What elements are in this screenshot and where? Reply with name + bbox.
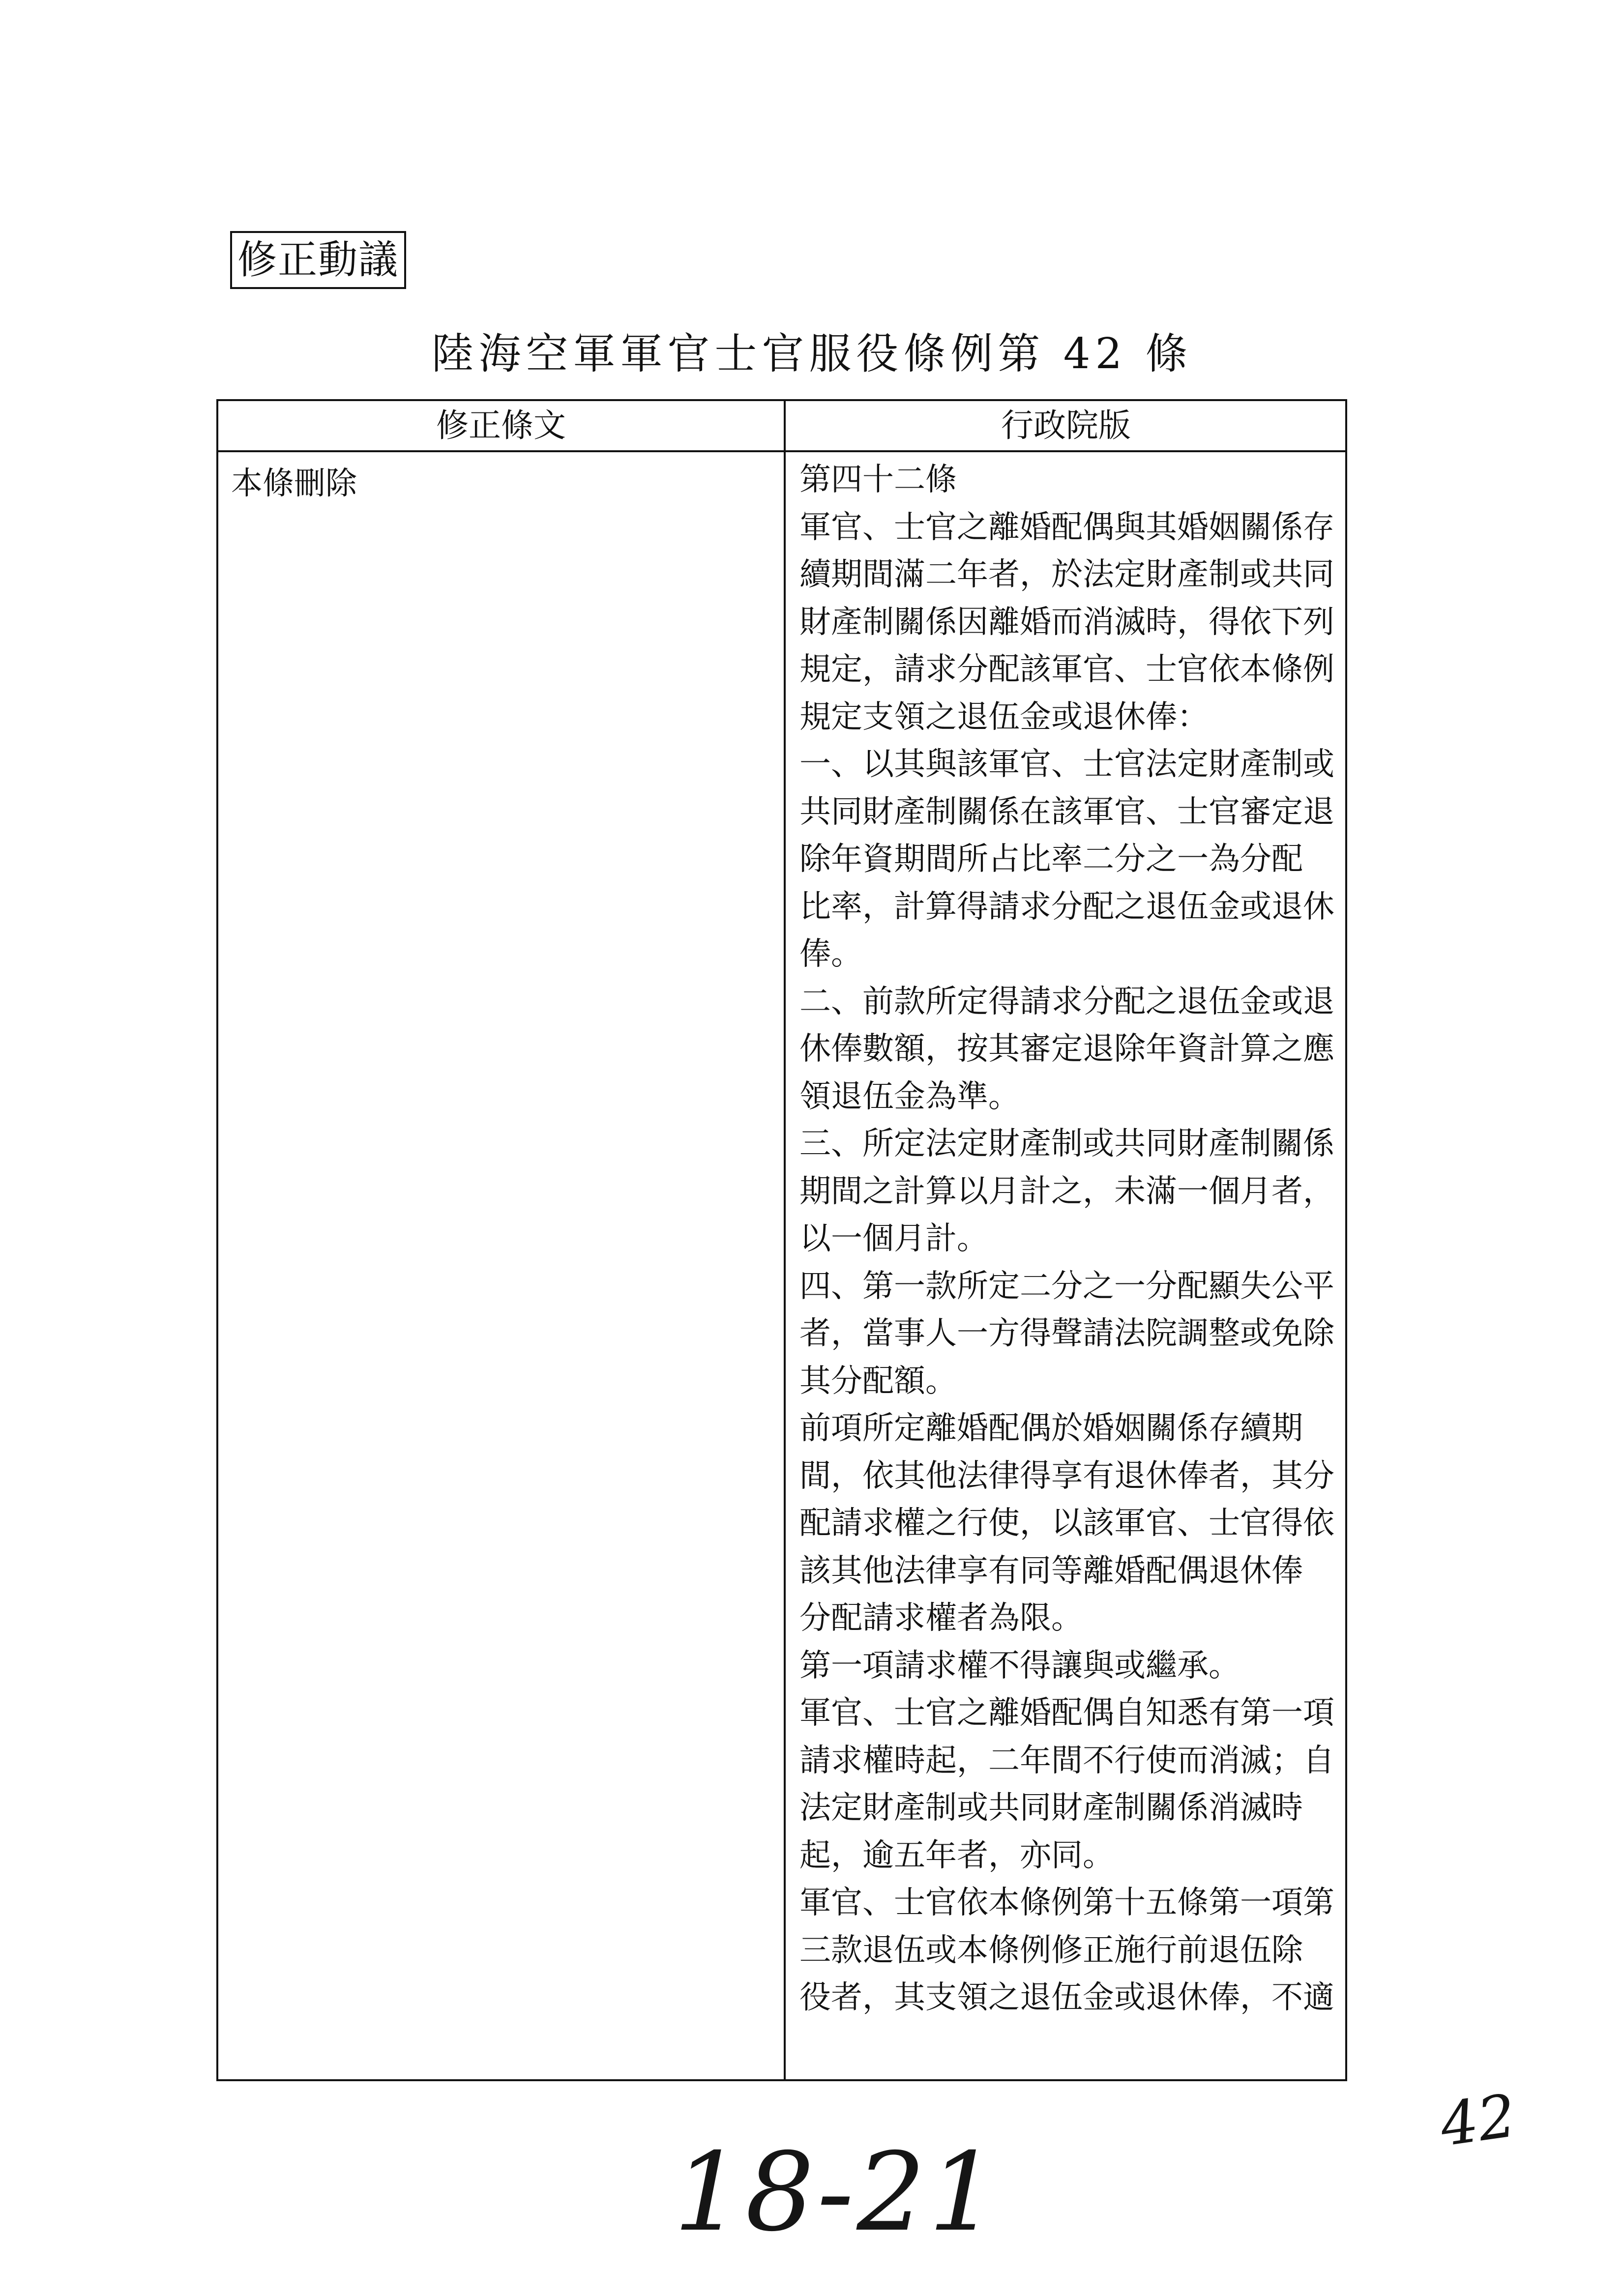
article-text-line: 間，依其他法律得享有退休俸者，其分 [799,1457,1334,1494]
article-text-line: 二、前款所定得請求分配之退伍金或退 [799,983,1334,1020]
header-rule [218,450,1345,452]
article-text-line: 一、以其與該軍官、士官法定財產制或 [799,746,1334,783]
article-text-line: 規定支領之退伍金或退休俸： [799,698,1209,735]
article-text-line: 軍官、士官之離婚配偶自知悉有第一項 [799,1695,1334,1731]
handwritten-page-range: 18-21 [674,2129,1001,2255]
article-text-line: 其分配額。 [799,1363,957,1399]
article-text-line: 請求權時起，二年間不行使而消滅；自 [799,1742,1334,1779]
article-text-line: 該其他法律享有同等離婚配偶退休俸 [799,1552,1303,1589]
article-text-line: 規定，請求分配該軍官、士官依本條例 [799,651,1334,688]
executive-yuan-text-cell [799,456,1336,2022]
article-text-line: 三款退伍或本條例修正施行前退伍除 [799,1932,1303,1969]
article-text-line: 三、所定法定財產制或共同財產制關係 [799,1126,1334,1162]
article-text-line: 者，當事人一方得聲請法院調整或免除 [799,1315,1334,1352]
article-text-line: 財產制關係因離婚而消滅時，得依下列 [799,604,1334,640]
article-text-line: 俸。 [799,936,862,972]
handwritten-corner-mark: 42 [1436,2082,1520,2160]
amended-text-cell: 本條刪除 [231,465,357,502]
article-text-line: 前項所定離婚配偶於婚姻關係存續期 [799,1410,1303,1447]
article-text-line: 軍官、士官之離婚配偶與其婚姻關係存 [799,509,1334,546]
article-text-line: 第一項請求權不得讓與或繼承。 [799,1647,1240,1684]
article-text-line: 軍官、士官依本條例第十五條第一項第 [799,1885,1334,1921]
header-executive-yuan-version: 行政院版 [1001,407,1131,444]
article-text-line: 起，逾五年者，亦同。 [799,1837,1114,1874]
article-text-line: 第四十二條 [799,462,957,498]
header-amended-text: 修正條文 [436,407,566,444]
article-text-line: 期間之計算以月計之，未滿一個月者， [799,1173,1334,1210]
article-text-line: 續期間滿二年者，於法定財產制或共同 [799,556,1334,593]
article-text-line: 比率，計算得請求分配之退伍金或退休 [799,888,1334,925]
amendment-motion-label: 修正動議 [230,231,406,289]
article-text-line: 共同財產制關係在該軍官、士官審定退 [799,793,1334,830]
article-text-line: 役者，其支領之退伍金或退休俸，不適 [799,1979,1334,2016]
article-text-line: 四、第一款所定二分之一分配顯失公平 [799,1268,1334,1305]
article-text-line: 分配請求權者為限。 [799,1600,1083,1636]
article-text-line: 領退伍金為準。 [799,1078,1020,1115]
article-text-line: 以一個月計。 [799,1221,988,1257]
column-divider [784,401,786,2079]
document-title: 陸海空軍軍官士官服役條例第 42 條 [431,329,1193,378]
article-text-line: 除年資期間所占比率二分之一為分配 [799,841,1303,877]
article-text-line: 法定財產制或共同財產制關係消滅時 [799,1790,1303,1826]
article-text-line: 配請求權之行使，以該軍官、士官得依 [799,1505,1334,1541]
comparison-table [216,399,1347,2081]
article-text-line: 休俸數額，按其審定退除年資計算之應 [799,1031,1334,1067]
